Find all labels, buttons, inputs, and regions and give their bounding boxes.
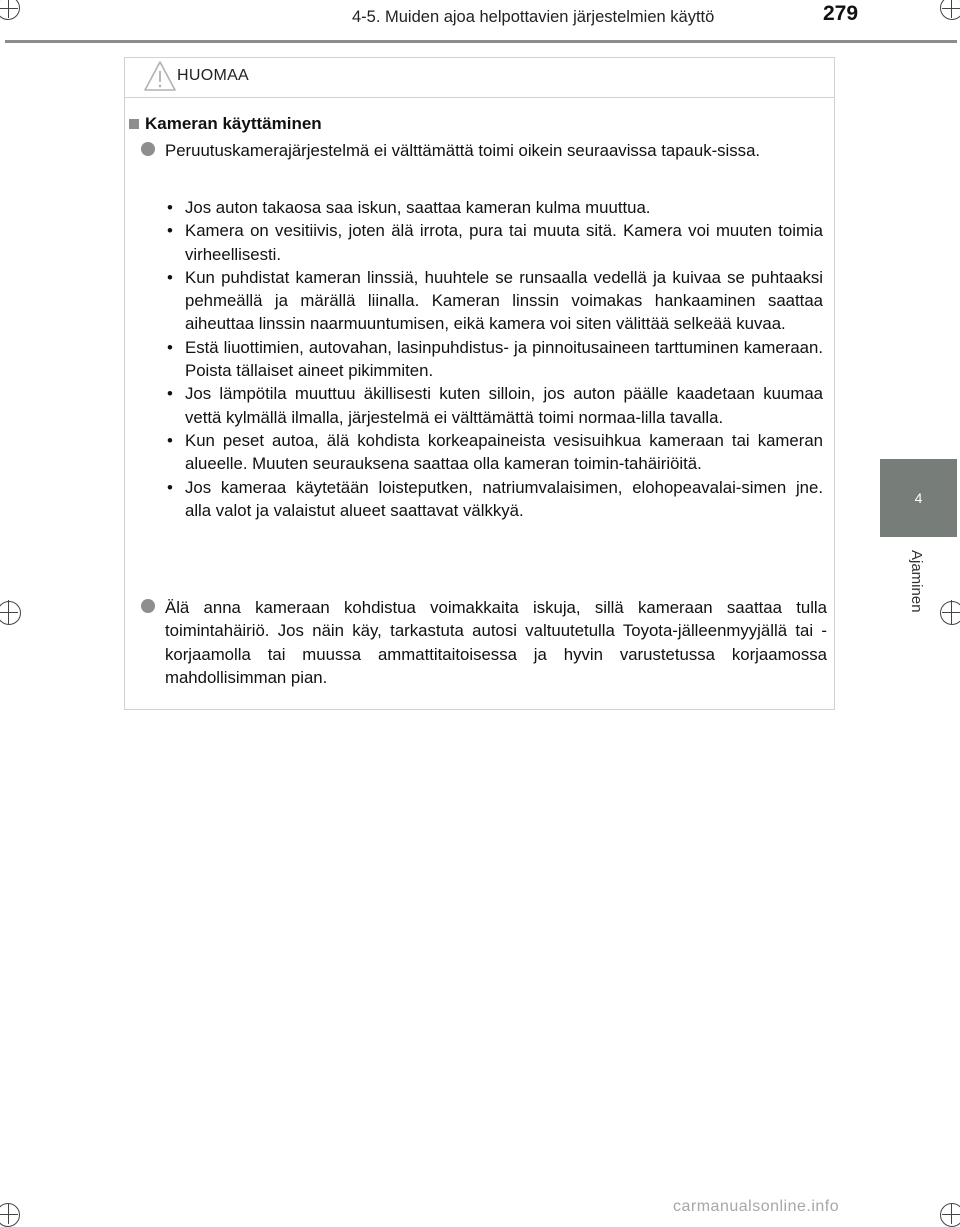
closing-paragraph — [141, 596, 827, 689]
chapter-label: Ajaminen — [908, 550, 925, 613]
intro-paragraph — [141, 139, 827, 162]
section-title-text: Kameran käyttäminen — [145, 114, 322, 133]
page-number: 279 — [823, 2, 859, 25]
warning-icon — [143, 60, 177, 92]
circle-bullet-icon — [141, 142, 155, 156]
list-item: • Kun peset autoa, älä kohdista korkeapaineista vesisuihkua kameraan tai kameran alueelle. Muuten seurauksena saattaa olla kameran toimin-tahäiriöitä. — [165, 429, 823, 476]
list-item: • Jos lämpötila muuttuu äkillisesti kuten silloin, jos auton päälle kaadetaan kuumaa vettä kylmällä ilmalla, järjestelmä ei välttämättä toimi normaa-lilla tavalla. — [165, 382, 823, 429]
closing-text: Älä anna kameraan kohdistua voimakkaita iskuja, sillä kameraan saattaa tulla toimintahäiriö. Jos näin käy, tarkastuta autosi valtuutetulla Toyota-jälleenmyyjällä tai -korjaamolla tai muussa ammattitaitoisessa ja hyvin varustetussa korjaamossa mahdollisimman pian. — [165, 598, 827, 687]
square-bullet-icon — [129, 119, 139, 129]
page-header-title: 4-5. Muiden ajoa helpottavien järjestelmien käyttö — [352, 8, 715, 26]
chapter-tab — [880, 459, 957, 537]
notice-box — [124, 57, 835, 710]
list-item: • Jos kameraa käytetään loisteputken, natriumvalaisimen, elohopeavalai-simen jne. alla valot ja valaistut alueet saattavat välkkyä. — [165, 476, 823, 523]
list-item: • Estä liuottimien, autovahan, lasinpuhdistus- ja pinnoitusaineen tarttuminen kameraan. Poista tällaiset aineet pikimmiten. — [165, 336, 823, 383]
section-title — [129, 114, 322, 134]
chapter-number: 4 — [914, 490, 923, 506]
header-rule — [5, 40, 957, 43]
notice-header — [125, 58, 834, 98]
bullet-list — [165, 196, 823, 522]
list-item: • Kun puhdistat kameran linssiä, huuhtele se runsaalla vedellä ja kuivaa se puhtaaksi pehmeällä ja märällä liinalla. Kameran linssin voimakas hankaaminen saattaa aiheuttaa linssin naarmuuntumisen, eikä kamera voi siten välittää selkeää kuvaa. — [165, 266, 823, 336]
intro-text: Peruutuskamerajärjestelmä ei välttämättä toimi oikein seuraavissa tapauk-sissa. — [165, 141, 761, 160]
list-item: • Kamera on vesitiivis, joten älä irrota, pura tai muuta sitä. Kamera voi muuten toimia virheellisesti. — [165, 219, 823, 266]
notice-title: HUOMAA — [177, 67, 250, 84]
watermark: carmanualsonline.info — [673, 1198, 840, 1215]
list-item: • Jos auton takaosa saa iskun, saattaa kameran kulma muuttua. — [165, 196, 823, 219]
circle-bullet-icon — [141, 599, 155, 613]
